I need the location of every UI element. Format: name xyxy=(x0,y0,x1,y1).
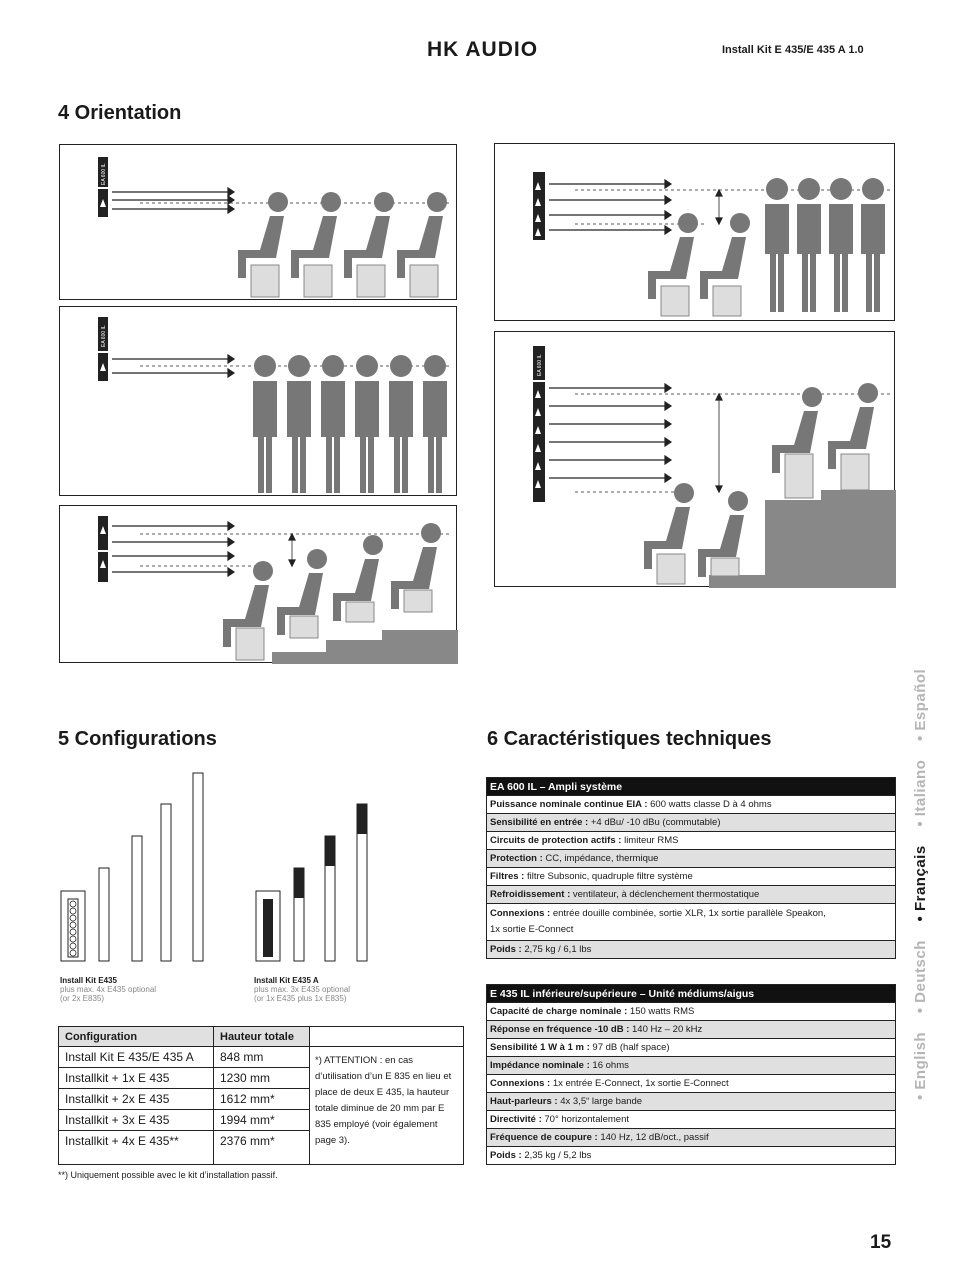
table-header-row xyxy=(59,1027,464,1047)
spec-row: Capacité de charge nominale : 150 watts RMS xyxy=(487,1003,896,1021)
standing-audience-diagram xyxy=(60,307,458,497)
line-array-speaker xyxy=(533,346,545,502)
height-cell: 2376 mm* xyxy=(214,1131,310,1165)
caption-title: Install Kit E435 A xyxy=(254,976,319,985)
line-array-speaker xyxy=(533,172,545,240)
header-blank xyxy=(310,1027,464,1047)
caption-line1: plus max. 3x E435 optional xyxy=(254,985,351,994)
spec-row: Puissance nominale continue EIA : 600 watts classe D à 4 ohms xyxy=(487,796,896,814)
configuration-stacks-diagram xyxy=(55,770,385,980)
spec-row: Poids : 2,35 kg / 5,2 lbs xyxy=(487,1147,896,1165)
config-cell: Installkit + 2x E 435 xyxy=(59,1089,214,1110)
sound-rays xyxy=(112,522,452,576)
spec-row: Circuits de protection actifs : limiteur RMS xyxy=(487,832,896,850)
section-title-orientation: 4 Orientation xyxy=(58,102,182,124)
configuration-table xyxy=(58,1026,464,1165)
spec-row: Réponse en fréquence -10 dB : 140 Hz – 20 kHz xyxy=(487,1021,896,1039)
audience-people xyxy=(648,178,885,316)
header-configuration: Configuration xyxy=(59,1027,214,1047)
spec-row: Haut-parleurs : 4x 3,5“ large bande xyxy=(487,1093,896,1111)
table-row xyxy=(59,1047,464,1068)
lang-italiano[interactable]: • Italiano xyxy=(912,759,929,827)
spec-row: Filtres : filtre Subsonic, quadruple filtre système xyxy=(487,868,896,886)
caption-line2: (or 2x E835) xyxy=(60,994,105,1003)
lang-english[interactable]: • English xyxy=(912,1031,929,1100)
standing-people xyxy=(253,355,447,493)
install-kit-e435a-stacks xyxy=(256,804,367,961)
config-cell: Install Kit E 435/E 435 A xyxy=(59,1047,214,1068)
spec-row: Impédance nominale : 16 ohms xyxy=(487,1057,896,1075)
seated-people xyxy=(238,192,447,297)
height-cell: 1994 mm* xyxy=(214,1110,310,1131)
caption-install-kit-e435a xyxy=(254,976,350,1003)
spec-table-ea600 xyxy=(486,777,896,959)
spec-row: Directivité : 70° horizontalement xyxy=(487,1111,896,1129)
orientation-diagram-balcony xyxy=(494,331,895,587)
spec-title: E 435 IL inférieure/supérieure – Unité médiums/aigus xyxy=(487,985,896,1003)
spec-row: Connexions : entrée douille combinée, sortie XLR, 1x sortie parallèle Speakon, 1x sortie E-Connect xyxy=(487,904,896,941)
orientation-diagram-standing xyxy=(59,306,457,496)
header-height: Hauteur totale xyxy=(214,1027,310,1047)
document-title: Install Kit E 435/E 435 A 1.0 xyxy=(722,44,864,56)
balcony-diagram xyxy=(495,332,896,588)
line-array-speaker xyxy=(98,516,108,582)
page-number: 15 xyxy=(870,1232,892,1253)
attention-note: *) ATTENTION : en cas d’utilisation d’un E 835 en lieu et place de deux E 435, la hauteur totale diminue de 20 mm par E 835 employé (voir également page 3). xyxy=(310,1047,464,1165)
lang-deutsch[interactable]: • Deutsch xyxy=(912,940,929,1014)
spec-row: Refroidissement : ventilateur, à déclenchement thermostatique xyxy=(487,886,896,904)
line-array-speaker xyxy=(98,317,108,381)
lang-espanol[interactable]: • Español xyxy=(912,668,929,742)
section-title-configurations: 5 Configurations xyxy=(58,728,217,750)
speaker-label: EA 600 IL xyxy=(537,354,543,376)
height-cell: 848 mm xyxy=(214,1047,310,1068)
spec-row: Poids : 2,75 kg / 6,1 lbs xyxy=(487,941,896,959)
line-array-speaker xyxy=(98,157,108,217)
spec-row: Sensibilité en entrée : +4 dBu/ -10 dBu (commutable) xyxy=(487,814,896,832)
install-kit-e435-stacks xyxy=(61,773,203,961)
lang-francais[interactable]: • Français xyxy=(912,845,929,922)
hk-audio-logo: HK AUDIO xyxy=(427,38,539,61)
caption-line1: plus max. 4x E435 optional xyxy=(60,985,157,994)
config-footnote: **) Uniquement possible avec le kit d’installation passif. xyxy=(58,1170,278,1180)
mixed-audience-diagram xyxy=(495,144,896,322)
raked-seating-diagram xyxy=(60,506,458,664)
speaker-label: EA 600 IL xyxy=(101,325,107,347)
orientation-diagram-mixed xyxy=(494,143,895,321)
caption-install-kit-e435 xyxy=(60,976,156,1003)
config-cell: Installkit + 3x E 435 xyxy=(59,1110,214,1131)
spec-row: Fréquence de coupure : 140 Hz, 12 dB/oct., passif xyxy=(487,1129,896,1147)
caption-line2: (or 1x E435 plus 1x E835) xyxy=(254,994,347,1003)
spec-title: EA 600 IL – Ampli système xyxy=(487,778,896,796)
caption-title: Install Kit E435 xyxy=(60,976,117,985)
spec-row: Sensibilité 1 W à 1 m : 97 dB (half space) xyxy=(487,1039,896,1057)
sound-rays xyxy=(549,384,891,492)
config-cell: Installkit + 1x E 435 xyxy=(59,1068,214,1089)
section-title-specs: 6 Caractéristiques techniques xyxy=(487,728,772,750)
spec-row: Protection : CC, impédance, thermique xyxy=(487,850,896,868)
height-cell: 1612 mm* xyxy=(214,1089,310,1110)
config-cell: Installkit + 4x E 435** xyxy=(59,1131,214,1165)
height-cell: 1230 mm xyxy=(214,1068,310,1089)
orientation-diagram-seated xyxy=(59,144,457,300)
speaker-label: EA 600 IL xyxy=(101,163,107,185)
spec-table-e435 xyxy=(486,984,896,1165)
spec-row: Connexions : 1x entrée E-Connect, 1x sortie E-Connect xyxy=(487,1075,896,1093)
orientation-diagram-raked xyxy=(59,505,457,663)
seated-audience-diagram xyxy=(60,145,458,301)
